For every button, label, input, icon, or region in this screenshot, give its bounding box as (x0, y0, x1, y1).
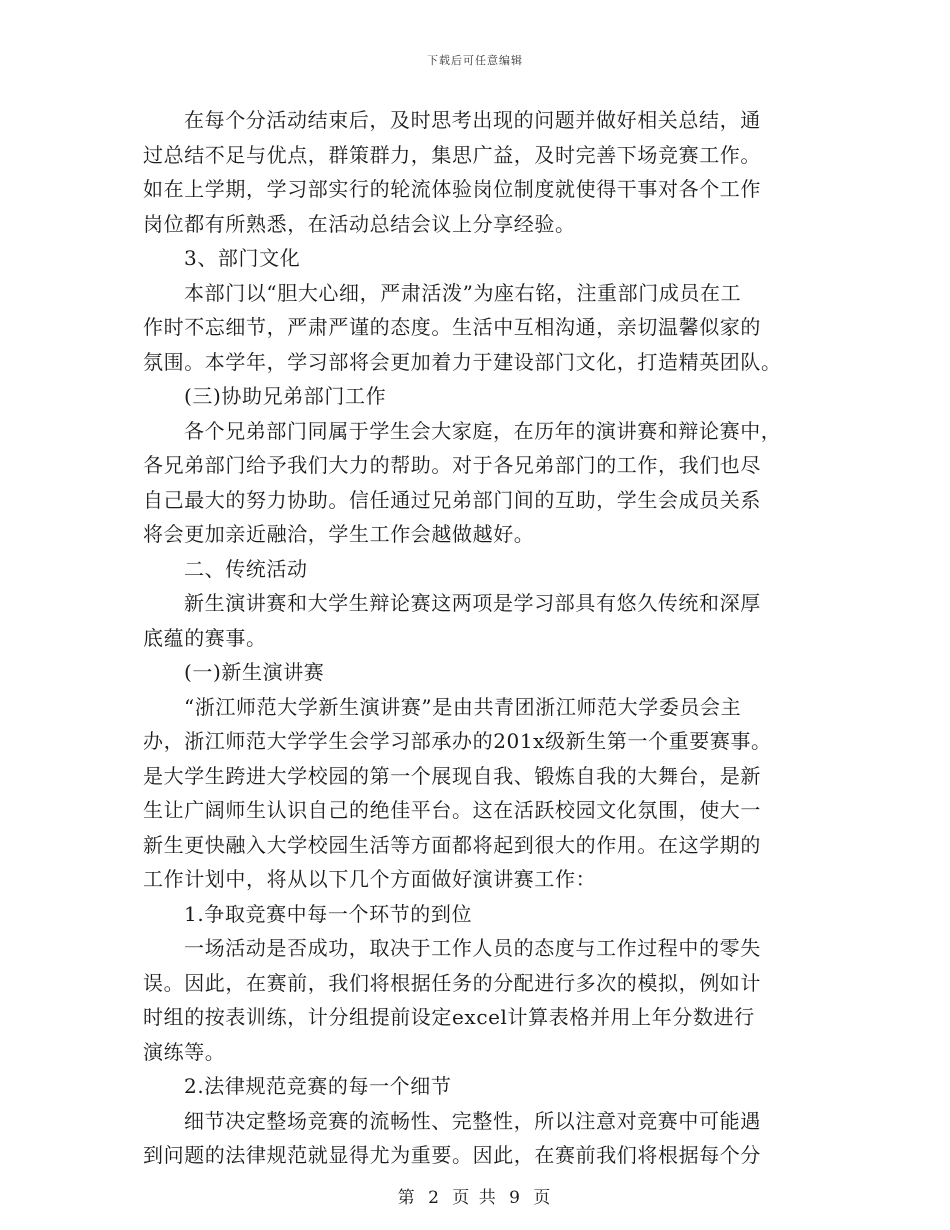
text-line: 误。因此，在赛前，我们将根据任务的分配进行多次的模拟，例如计 (143, 970, 761, 995)
text-line: 时组的按表训练，计分组提前设定excel计算表格并用上年分数进行 (143, 1005, 755, 1029)
text-line: 二、传统活动 (184, 556, 308, 581)
text-line: 岗位都有所熟悉，在活动总结会议上分享经验。 (143, 211, 576, 236)
page-footer (0, 1183, 950, 1208)
text-line: 1.争取竞赛中每一个环节的到位 (184, 901, 473, 926)
text-line: 作时不忘细节，严肃严谨的态度。生活中互相沟通，亲切温馨似家的 (143, 315, 761, 339)
text-line: 各个兄弟部门同属于学生会大家庭，在历年的演讲赛和辩论赛中， (184, 418, 782, 443)
text-line: 在每个分活动结束后，及时思考出现的问题并做好相关总结，通 (184, 108, 761, 132)
text-line: 底蕴的赛事。 (143, 625, 267, 650)
text-line: 到问题的法律规范就显得尤为重要。因此，在赛前我们将根据每个分 (143, 1143, 761, 1167)
text-line: 3、部门文化 (184, 246, 301, 270)
text-line: 演练等。 (143, 1039, 226, 1064)
page-header: 下载后可任意编辑 (427, 54, 523, 67)
text-line: 办，浙江师范大学学生会学习部承办的201x级新生第一个重要赛事。 (143, 729, 772, 753)
text-line: (一)新生演讲赛 (184, 660, 325, 684)
text-line: 是大学生跨进大学校园的第一个展现自我、锻炼自我的大舞台，是新 (143, 763, 761, 788)
text-line: 自己最大的努力协助。信任通过兄弟部门间的互助，学生会成员关系 (143, 487, 761, 512)
text-line: 各兄弟部门给予我们大力的帮助。对于各兄弟部门的工作，我们也尽 (143, 453, 761, 477)
footer-suffix: 页 (533, 1188, 553, 1208)
text-line: 一场活动是否成功，取决于工作人员的态度与工作过程中的零失 (184, 936, 761, 960)
footer-total-pages: 9 (509, 1188, 522, 1208)
footer-middle: 页 共 (452, 1188, 498, 1208)
text-line: (三)协助兄弟部门工作 (184, 384, 387, 408)
footer-prefix: 第 (397, 1188, 417, 1208)
text-line: 新生演讲赛和大学生辩论赛这两项是学习部具有悠久传统和深厚 (184, 591, 761, 615)
text-line: 如在上学期，学习部实行的轮流体验岗位制度就使得干事对各个工作 (143, 177, 761, 201)
document-body (143, 103, 813, 1173)
text-line: 生让广阔师生认识自己的绝佳平台。这在活跃校园文化氛围，使大一 (143, 798, 761, 822)
text-line: 将会更加亲近融洽，学生工作会越做越好。 (143, 522, 535, 546)
text-line: 工作计划中，将从以下几个方面做好演讲赛工作： (143, 867, 597, 891)
text-line: 新生更快融入大学校园生活等方面都将起到很大的作用。在这学期的 (143, 832, 761, 857)
footer-page-number: 2 (428, 1188, 441, 1208)
text-line: 本部门以“胆大心细，严肃活泼”为座右铭，注重部门成员在工 (184, 280, 742, 305)
text-line: “浙江师范大学新生演讲赛”是由共青团浙江师范大学委员会主 (184, 694, 742, 719)
text-line: 氛围。本学年，学习部将会更加着力于建设部门文化，打造精英团队。 (143, 349, 782, 374)
text-line: 2.法律规范竞赛的每一个细节 (184, 1074, 452, 1098)
text-line: 细节决定整场竞赛的流畅性、完整性，所以注意对竞赛中可能遇 (184, 1108, 761, 1133)
text-line: 过总结不足与优点，群策群力，集思广益，及时完善下场竞赛工作。 (143, 142, 761, 167)
